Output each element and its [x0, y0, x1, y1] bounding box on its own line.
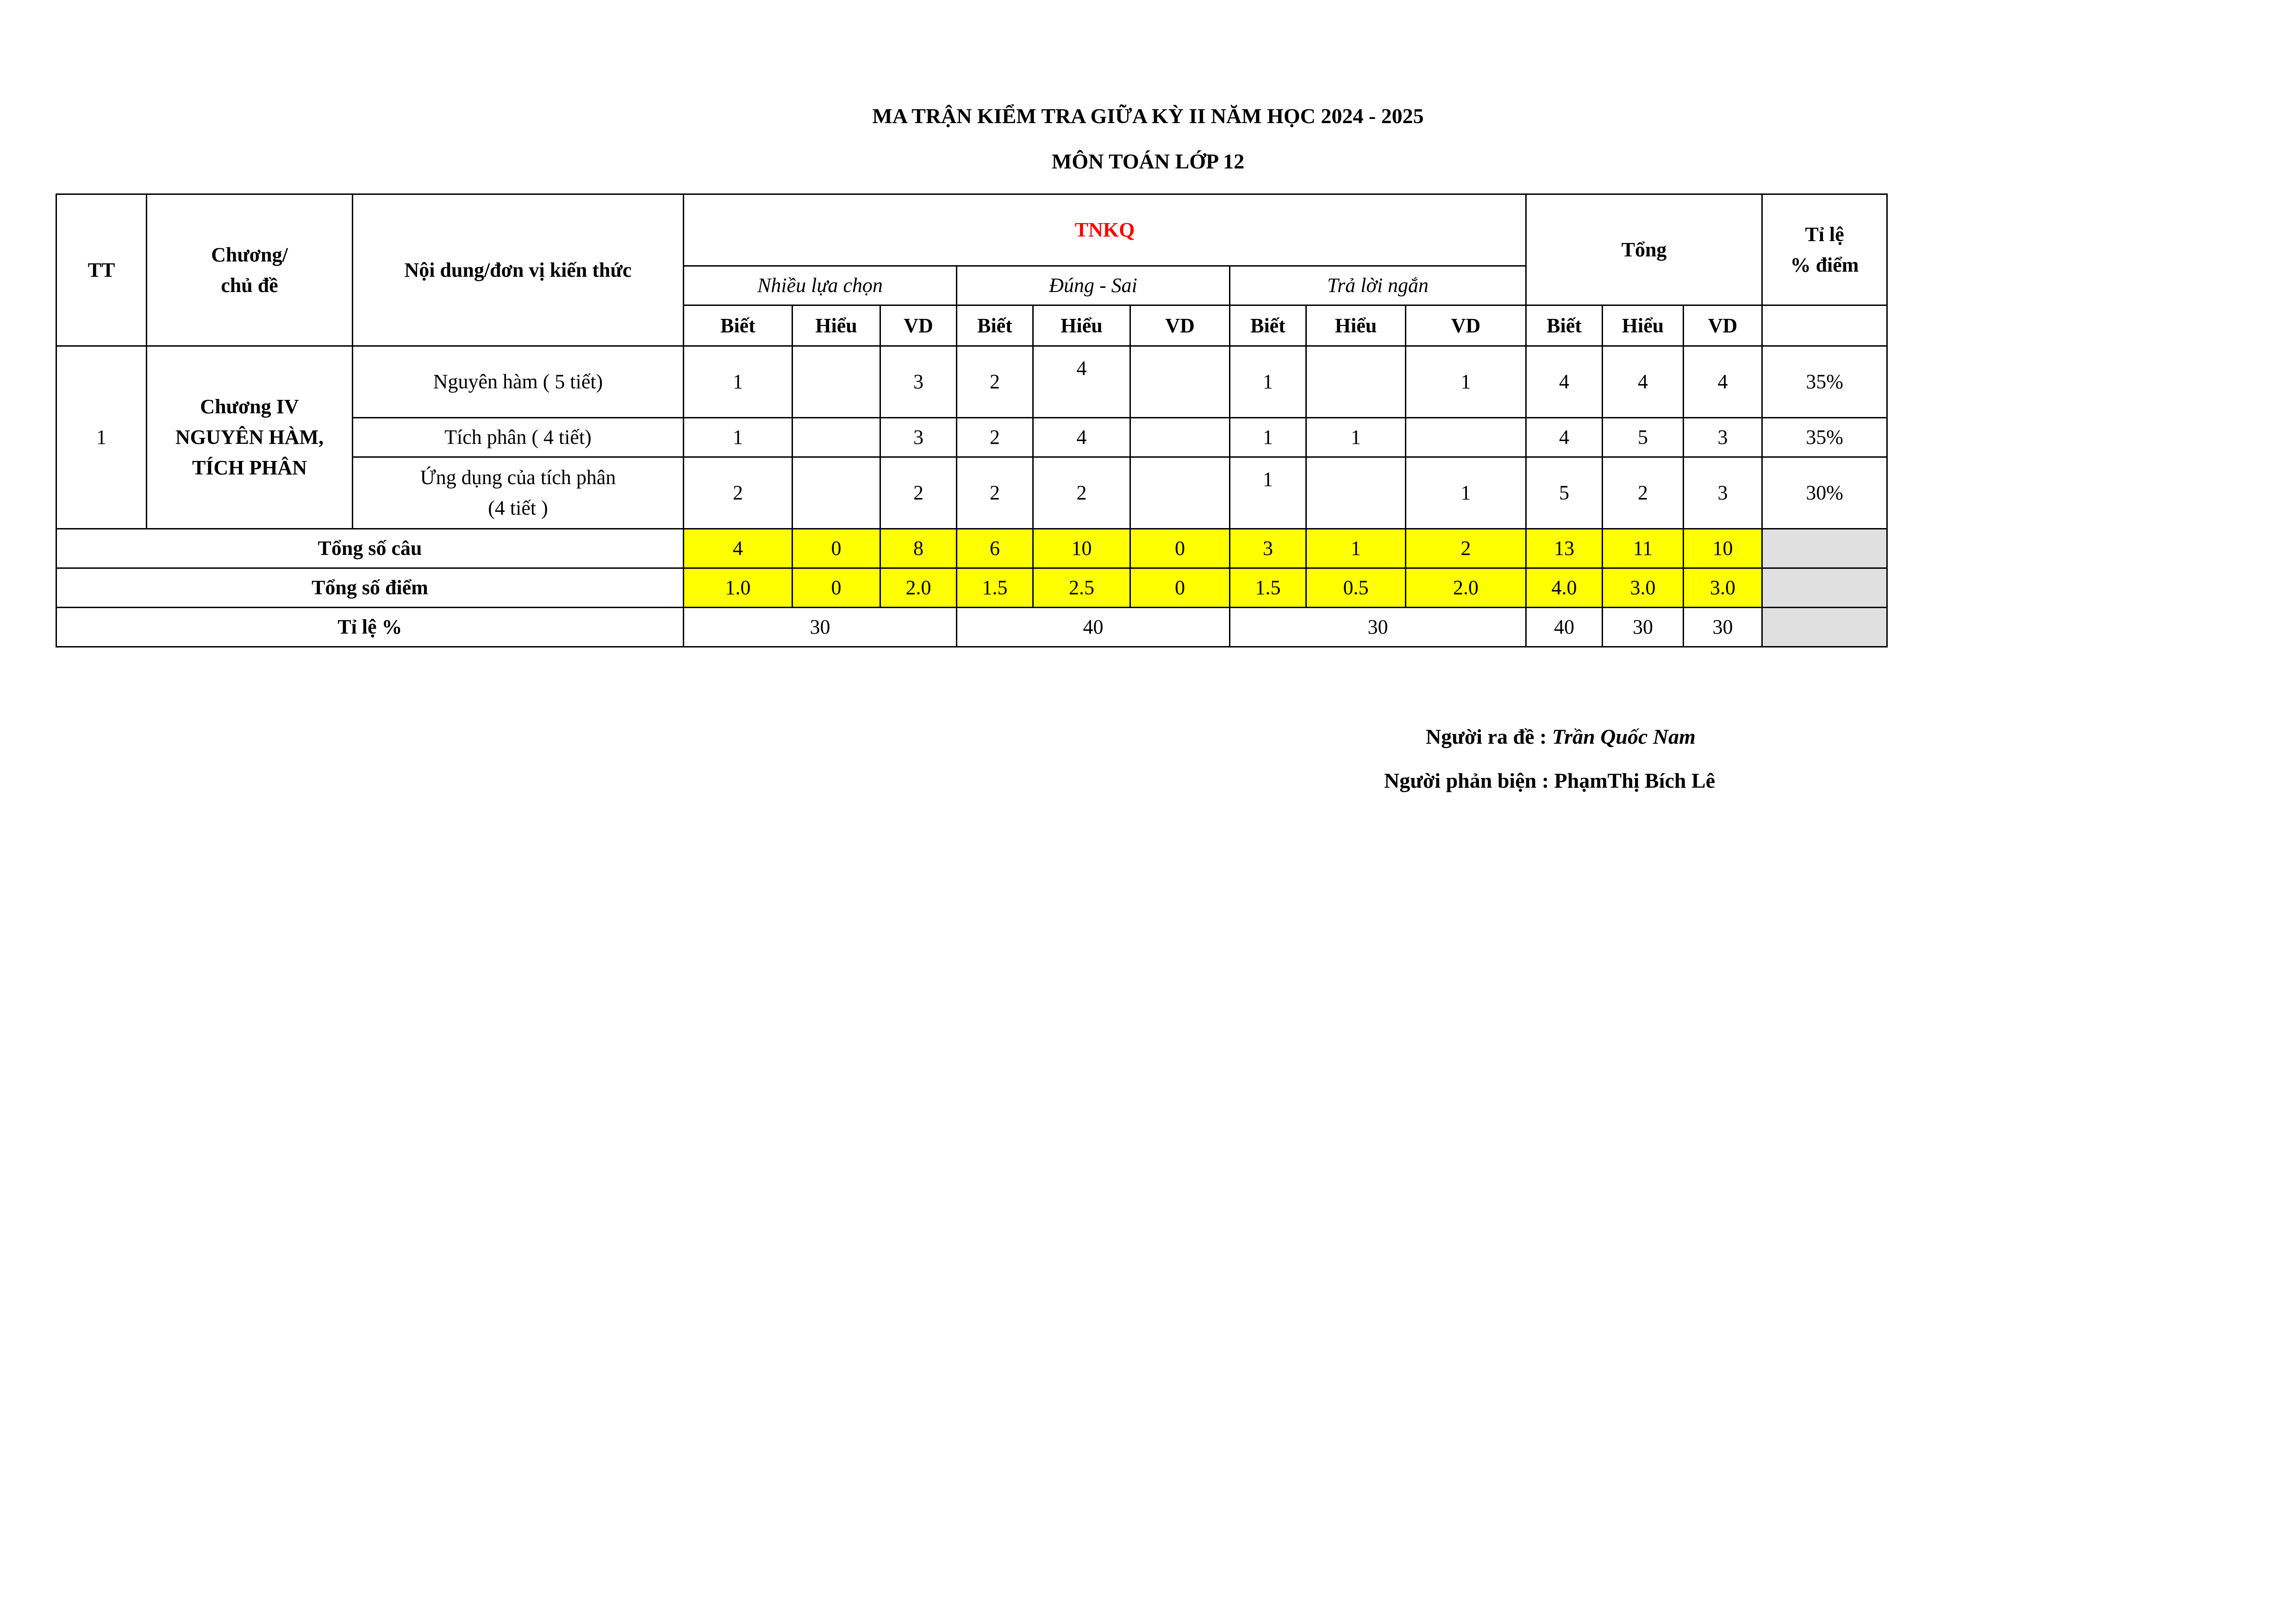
header-chapter-line1: Chương/ — [211, 243, 288, 266]
total-count-cell: 3 — [1230, 529, 1306, 568]
header-tnkq: TNKQ — [684, 194, 1526, 266]
header-percent-line2: % điểm — [1790, 253, 1859, 276]
chapter-name-line3: TÍCH PHÂN — [192, 456, 307, 479]
header-percent-line1: Tỉ lệ — [1805, 223, 1844, 246]
total-count-cell: 1 — [1306, 529, 1406, 568]
value-cell — [1130, 418, 1230, 457]
chapter-tt: 1 — [56, 346, 147, 529]
value-cell — [1306, 346, 1406, 418]
level-header: Biết — [957, 305, 1033, 346]
header-chapter — [147, 194, 353, 346]
value-cell — [792, 346, 880, 418]
value-cell: 4 — [1526, 418, 1603, 457]
total-count-cell: 0 — [792, 529, 880, 568]
value-cell: 2 — [1033, 457, 1130, 529]
total-ratio-label: Tỉ lệ % — [56, 608, 684, 647]
total-count-cell: 8 — [880, 529, 957, 568]
total-points-cell: 2.0 — [880, 568, 957, 608]
total-points-cell: 2.0 — [1406, 568, 1526, 608]
content-cell: Tích phân ( 4 tiết) — [353, 418, 684, 457]
value-cell: 1 — [684, 418, 792, 457]
ratio-level-cell: 30 — [1603, 608, 1684, 647]
percent-cell: 35% — [1762, 346, 1887, 418]
value-cell: 2 — [957, 418, 1033, 457]
value-cell: 4 — [1033, 346, 1130, 418]
total-points-cell: 3.0 — [1603, 568, 1684, 608]
value-cell — [1406, 418, 1526, 457]
level-header: Biết — [1230, 305, 1306, 346]
level-header: Biết — [1526, 305, 1603, 346]
level-header: Hiểu — [1033, 305, 1130, 346]
header-group-true-false: Đúng - Sai — [957, 266, 1230, 305]
total-points-cell: 0 — [1130, 568, 1230, 608]
header-group-multiple-choice: Nhiều lựa chọn — [684, 266, 957, 305]
percent-cell: 35% — [1762, 418, 1887, 457]
total-count-cell: 2 — [1406, 529, 1526, 568]
ratio-group-cell: 40 — [957, 608, 1230, 647]
value-cell — [792, 457, 880, 529]
total-count-cell: 0 — [1130, 529, 1230, 568]
total-ratio-row — [56, 608, 1887, 647]
header-group-short-answer: Trả lời ngắn — [1230, 266, 1526, 305]
value-cell: 1 — [1406, 457, 1526, 529]
empty-gray-cell — [1762, 568, 1887, 608]
header-row-1 — [56, 194, 1887, 266]
value-cell: 4 — [1603, 346, 1684, 418]
total-count-cell: 10 — [1033, 529, 1130, 568]
chapter-name-line1: Chương IV — [200, 395, 299, 418]
total-count-cell: 4 — [684, 529, 792, 568]
total-count-cell: 11 — [1603, 529, 1684, 568]
total-count-label: Tổng số câu — [56, 529, 684, 568]
total-points-cell: 2.5 — [1033, 568, 1130, 608]
total-points-row — [56, 568, 1887, 608]
value-cell — [1306, 457, 1406, 529]
value-cell: 1 — [684, 346, 792, 418]
value-cell: 3 — [1684, 418, 1762, 457]
total-count-cell: 10 — [1684, 529, 1762, 568]
header-percent — [1762, 194, 1887, 305]
level-header: Hiểu — [1603, 305, 1684, 346]
value-cell: 2 — [1603, 457, 1684, 529]
header-content: Nội dung/đơn vị kiến thức — [353, 194, 684, 346]
empty-gray-cell — [1762, 529, 1887, 568]
ratio-group-cell: 30 — [1230, 608, 1526, 647]
ratio-level-cell: 40 — [1526, 608, 1603, 647]
value-cell: 5 — [1603, 418, 1684, 457]
table-row — [56, 346, 1887, 418]
total-points-cell: 1.5 — [957, 568, 1033, 608]
value-cell: 3 — [1684, 457, 1762, 529]
value-cell: 3 — [880, 418, 957, 457]
total-count-row — [56, 529, 1887, 568]
document-subtitle: MÔN TOÁN LỚP 12 — [1051, 149, 1245, 173]
reviewer-signature: Người phản biện : PhạmThị Bích Lê — [1384, 769, 1716, 792]
content-line1: Ứng dụng của tích phân — [420, 466, 616, 489]
content-cell: Nguyên hàm ( 5 tiết) — [353, 346, 684, 418]
value-cell: 1 — [1230, 418, 1306, 457]
value-cell: 2 — [957, 346, 1033, 418]
chapter-name — [147, 346, 353, 529]
exam-matrix-table — [56, 193, 1888, 647]
value-cell: 1 — [1306, 418, 1406, 457]
level-header: Biết — [684, 305, 792, 346]
value-cell — [1130, 346, 1230, 418]
value-cell — [792, 418, 880, 457]
header-total: Tổng — [1526, 194, 1762, 305]
header-chapter-line2: chủ đề — [221, 274, 278, 297]
value-cell: 3 — [880, 346, 957, 418]
ratio-group-cell: 30 — [684, 608, 957, 647]
level-header: VD — [1684, 305, 1762, 346]
value-cell: 4 — [1526, 346, 1603, 418]
total-points-cell: 3.0 — [1684, 568, 1762, 608]
chapter-name-line2: NGUYÊN HÀM, — [175, 426, 324, 448]
value-cell: 4 — [1684, 346, 1762, 418]
level-header: VD — [1406, 305, 1526, 346]
value-cell: 5 — [1526, 457, 1603, 529]
value-cell: 4 — [1033, 418, 1130, 457]
total-points-cell: 0.5 — [1306, 568, 1406, 608]
total-points-cell: 4.0 — [1526, 568, 1603, 608]
total-count-cell: 13 — [1526, 529, 1603, 568]
value-cell: 2 — [684, 457, 792, 529]
author-name: Trần Quốc Nam — [1552, 725, 1696, 748]
document-title: MA TRẬN KIỂM TRA GIỮA KỲ II NĂM HỌC 2024 - 2025 — [872, 104, 1424, 128]
total-count-cell: 6 — [957, 529, 1033, 568]
author-signature — [1426, 724, 1696, 749]
level-header-empty — [1762, 305, 1887, 346]
empty-gray-cell — [1762, 608, 1887, 647]
total-points-cell: 1.0 — [684, 568, 792, 608]
ratio-level-cell: 30 — [1684, 608, 1762, 647]
content-cell — [353, 457, 684, 529]
value-cell: 2 — [957, 457, 1033, 529]
total-points-label: Tổng số điểm — [56, 568, 684, 608]
header-tt: TT — [56, 194, 147, 346]
level-header: Hiểu — [1306, 305, 1406, 346]
content-line2: (4 tiết ) — [488, 497, 548, 519]
value-cell: 1 — [1230, 346, 1306, 418]
value-cell: 1 — [1406, 346, 1526, 418]
value-cell — [1130, 457, 1230, 529]
total-points-cell: 0 — [792, 568, 880, 608]
percent-cell: 30% — [1762, 457, 1887, 529]
total-points-cell: 1.5 — [1230, 568, 1306, 608]
value-cell: 2 — [880, 457, 957, 529]
author-label: Người ra đề : — [1426, 725, 1552, 748]
value-cell: 1 — [1230, 457, 1306, 529]
level-header: Hiểu — [792, 305, 880, 346]
level-header: VD — [1130, 305, 1230, 346]
level-header: VD — [880, 305, 957, 346]
